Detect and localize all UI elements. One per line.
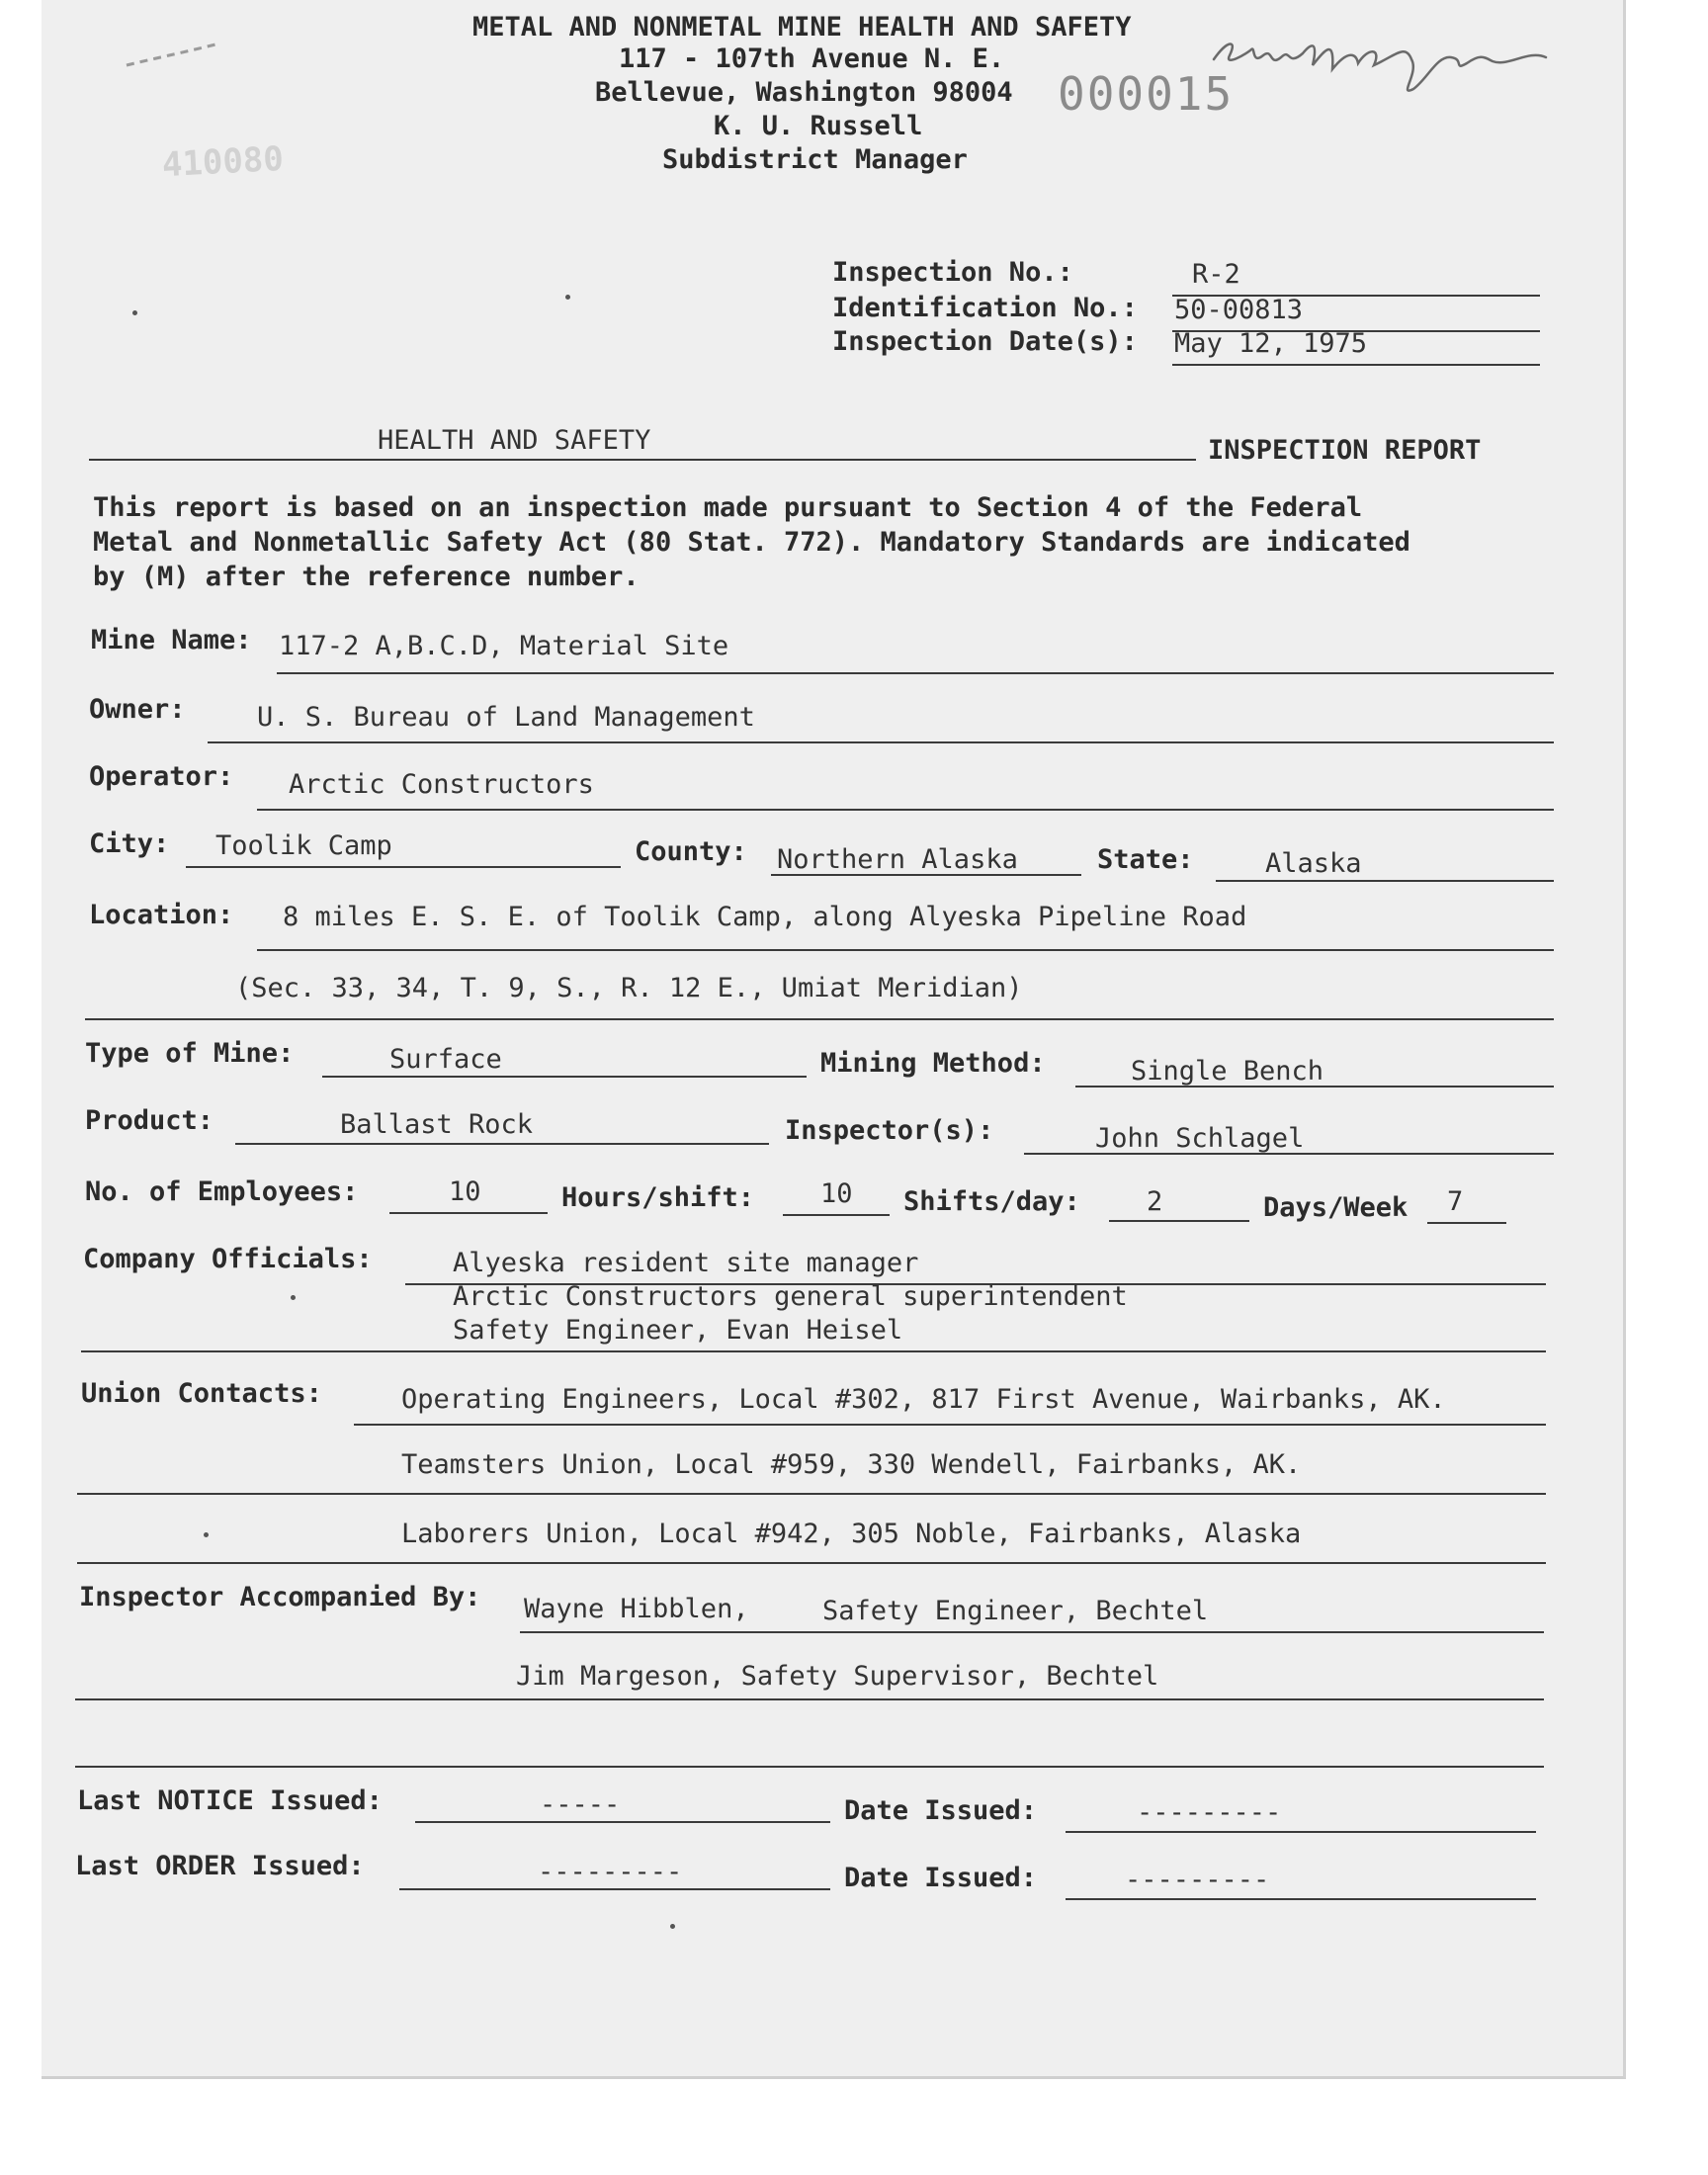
speck: [291, 1295, 296, 1300]
type-of-mine-value: Surface: [389, 1044, 502, 1075]
union-contact-3: Laborers Union, Local #942, 305 Noble, Fairbanks, Alaska: [401, 1519, 1302, 1549]
faint-stamp: 410080: [161, 138, 285, 186]
union-contact-1: Operating Engineers, Local #302, 817 First Avenue, Wairbanks, AK.: [401, 1384, 1446, 1415]
hours-shift-value: 10: [820, 1178, 853, 1209]
identification-no-value: 50-00813: [1174, 295, 1304, 325]
report-title: INSPECTION REPORT: [1208, 435, 1482, 466]
union-contact-2: Teamsters Union, Local #959, 330 Wendell, Fairbanks, AK.: [401, 1449, 1302, 1480]
speck: [132, 310, 137, 315]
company-official-3: Safety Engineer, Evan Heisel: [453, 1315, 903, 1346]
speck: [670, 1924, 675, 1929]
days-week-value: 7: [1447, 1186, 1464, 1217]
company-officials-label: Company Officials:: [83, 1244, 373, 1274]
manager-name: K. U. Russell: [714, 111, 923, 141]
speck: [204, 1532, 209, 1537]
speck: [565, 295, 570, 300]
product-label: Product:: [85, 1105, 214, 1136]
state-value: Alaska: [1265, 848, 1362, 879]
shifts-day-value: 2: [1147, 1186, 1163, 1217]
order-date-label: Date Issued:: [844, 1863, 1038, 1893]
document-page: [42, 0, 1626, 2079]
county-label: County:: [635, 836, 747, 867]
employees-value: 10: [449, 1176, 481, 1207]
accompanied-by-label: Inspector Accompanied By:: [79, 1582, 481, 1612]
inspection-no-label: Inspection No.:: [832, 257, 1073, 288]
last-order-label: Last ORDER Issued:: [75, 1851, 365, 1881]
accompanied-role-1: Safety Engineer, Bechtel: [822, 1596, 1209, 1626]
inspectors-value: John Schlagel: [1095, 1123, 1305, 1154]
notice-date-label: Date Issued:: [844, 1795, 1038, 1826]
document-stamp-number: 000015: [1058, 67, 1235, 121]
intro-line-2: Metal and Nonmetallic Safety Act (80 Stat. 772). Mandatory Standards are indicated: [93, 527, 1410, 558]
inspection-date-label: Inspection Date(s):: [832, 326, 1138, 357]
union-contacts-label: Union Contacts:: [81, 1378, 322, 1409]
city-value: Toolik Camp: [215, 830, 392, 861]
operator-label: Operator:: [89, 761, 234, 792]
location-label: Location:: [89, 900, 234, 930]
pen-mark: [121, 36, 239, 75]
inspection-date-value: May 12, 1975: [1174, 328, 1368, 359]
operator-value: Arctic Constructors: [289, 769, 594, 800]
mining-method-label: Mining Method:: [820, 1048, 1046, 1079]
state-label: State:: [1097, 844, 1194, 875]
intro-line-3: by (M) after the reference number.: [93, 562, 640, 592]
owner-value: U. S. Bureau of Land Management: [257, 702, 755, 733]
mine-name-value: 117-2 A,B.C.D, Material Site: [279, 631, 729, 661]
inspectors-label: Inspector(s):: [785, 1115, 994, 1146]
address-line-2: Bellevue, Washington 98004: [595, 77, 1013, 108]
last-notice-label: Last NOTICE Issued:: [77, 1785, 383, 1816]
shifts-day-label: Shifts/day:: [903, 1186, 1080, 1217]
employees-label: No. of Employees:: [85, 1176, 359, 1207]
owner-label: Owner:: [89, 694, 186, 725]
report-type: HEALTH AND SAFETY: [378, 425, 651, 456]
product-value: Ballast Rock: [340, 1109, 534, 1140]
notice-date-value: ---------: [1137, 1797, 1282, 1828]
county-value: Northern Alaska: [777, 844, 1018, 875]
accompanied-name-1: Wayne Hibblen,: [524, 1594, 749, 1624]
company-official-1: Alyeska resident site manager: [453, 1248, 919, 1278]
city-label: City:: [89, 828, 170, 859]
type-of-mine-label: Type of Mine:: [85, 1038, 295, 1069]
handwritten-signature: [1208, 20, 1623, 99]
identification-no-label: Identification No.:: [832, 293, 1138, 323]
manager-title: Subdistrict Manager: [662, 144, 968, 175]
days-week-label: Days/Week: [1263, 1192, 1409, 1223]
inspection-no-value: R-2: [1192, 259, 1240, 290]
accompanied-2: Jim Margeson, Safety Supervisor, Bechtel: [516, 1661, 1159, 1692]
last-notice-value: -----: [540, 1789, 621, 1820]
location-value-2: (Sec. 33, 34, T. 9, S., R. 12 E., Umiat Meridian): [235, 973, 1023, 1003]
company-official-2: Arctic Constructors general superintendent: [453, 1281, 1128, 1312]
location-value-1: 8 miles E. S. E. of Toolik Camp, along Alyeska Pipeline Road: [283, 902, 1247, 932]
address-line-1: 117 - 107th Avenue N. E.: [619, 44, 1005, 74]
order-date-value: ---------: [1125, 1865, 1270, 1895]
mine-name-label: Mine Name:: [91, 625, 252, 655]
hours-shift-label: Hours/shift:: [561, 1182, 755, 1213]
mining-method-value: Single Bench: [1131, 1056, 1324, 1087]
intro-line-1: This report is based on an inspection made pursuant to Section 4 of the Federal: [93, 492, 1363, 523]
last-order-value: ---------: [538, 1857, 683, 1887]
agency-name: METAL AND NONMETAL MINE HEALTH AND SAFETY: [472, 12, 1132, 43]
